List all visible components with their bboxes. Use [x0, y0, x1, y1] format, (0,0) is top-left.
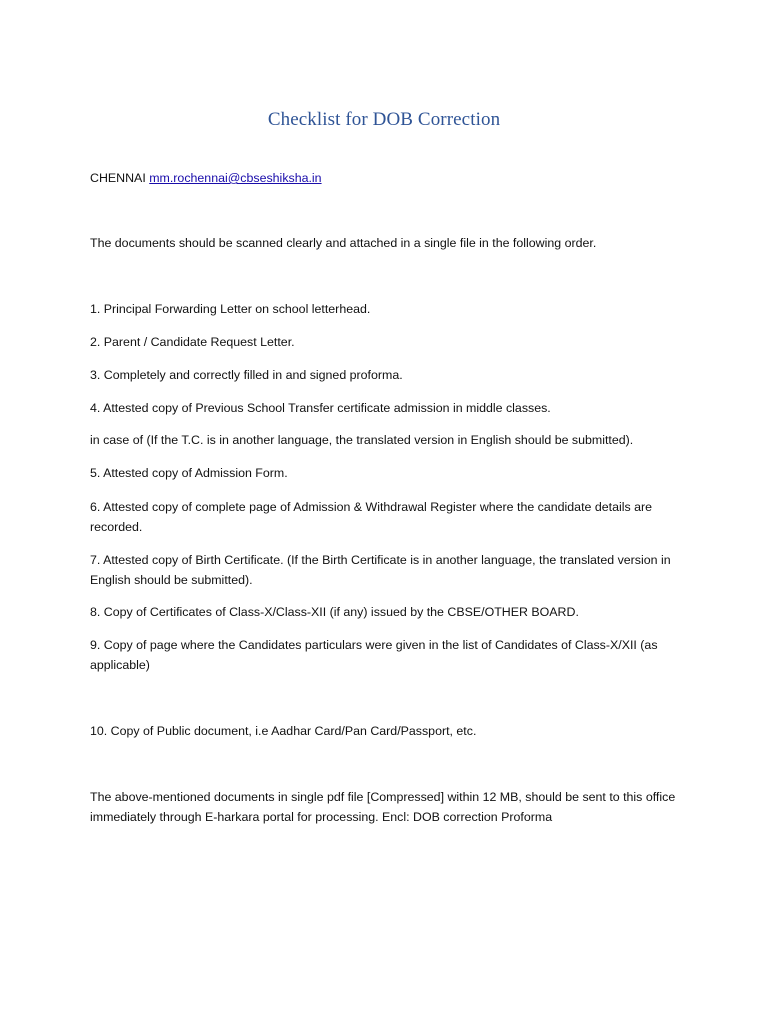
intro-text: The documents should be scanned clearly and attached in a single file in the following order.	[90, 236, 597, 250]
checklist-item: 1. Principal Forwarding Letter on school letterhead.	[90, 302, 371, 316]
checklist-item: 2. Parent / Candidate Request Letter.	[90, 335, 295, 349]
contact-city: CHENNAI	[90, 171, 146, 185]
document-title: Checklist for DOB Correction	[267, 109, 501, 130]
checklist-item: 5. Attested copy of Admission Form.	[90, 466, 288, 480]
checklist-item: 10. Copy of Public document, i.e Aadhar Card/Pan Card/Passport, etc.	[90, 724, 477, 738]
checklist-item: 8. Copy of Certificates of Class-X/Class-XII (if any) issued by the CBSE/OTHER BOARD.	[90, 605, 579, 619]
checklist-note: in case of (If the T.C. is in another language, the translated version in English should be submitted).	[90, 433, 634, 447]
checklist-item: 9. Copy of page where the Candidates particulars were given in the list of Candidates of Class-X/XII (as applicable)	[90, 638, 658, 672]
closing-text: The above-mentioned documents in single pdf file [Compressed] within 12 MB, should be sent to this office immediately through E-harkara portal for processing. Encl: DOB correction Proforma	[90, 790, 676, 824]
checklist-item: 7. Attested copy of Birth Certificate. (If the Birth Certificate is in another language, the translated version in English should be submitted).	[90, 553, 671, 587]
checklist-item: 6. Attested copy of complete page of Admission & Withdrawal Register where the candidate details are recorded.	[90, 500, 653, 534]
contact-email-link[interactable]: mm.rochennai@cbseshiksha.in	[149, 171, 322, 185]
checklist-item: 3. Completely and correctly filled in and signed proforma.	[90, 368, 403, 382]
contact-line	[90, 169, 690, 189]
checklist-item: 4. Attested copy of Previous School Transfer certificate admission in middle classes.	[90, 401, 551, 415]
